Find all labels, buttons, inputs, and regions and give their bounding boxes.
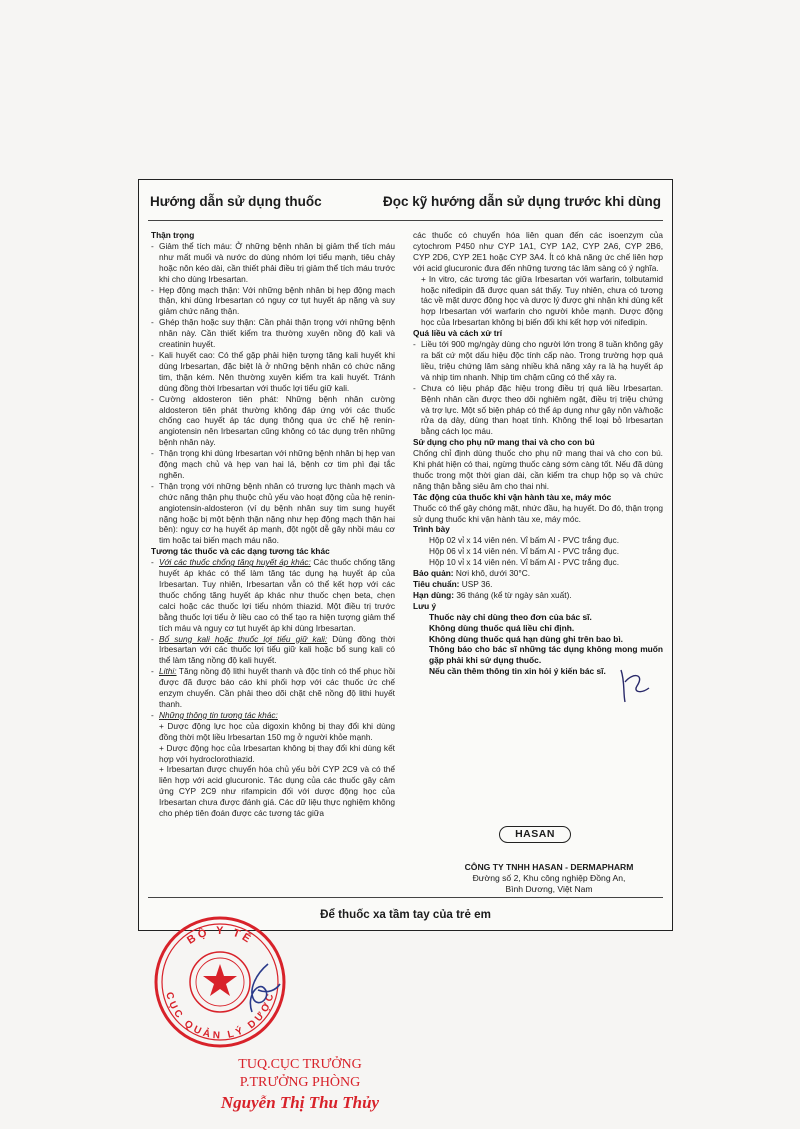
stamp-signature-icon — [238, 960, 284, 1020]
company-block — [429, 862, 669, 894]
header-right-title: Đọc kỹ hướng dẫn sử dụng trước khi dùng — [382, 194, 661, 209]
left-text-column — [151, 230, 395, 819]
paragraph: Thuốc có thể gây chóng mặt, nhức đầu, hạ huyết. Do đó, thận trọng sử dụng thuốc khi vận hành tàu xe, máy móc. — [413, 502, 663, 524]
key-value-line — [413, 590, 663, 601]
note-line: Không dùng thuốc quá liều chỉ định. — [429, 622, 575, 633]
key-value-line — [413, 579, 663, 590]
svg-text:BỘ Y TẾ — [185, 925, 255, 947]
bullet-item-lead: Lithi: — [159, 666, 177, 677]
bullet-item-text: Tăng nồng độ lithi huyết thanh và độc tính có thể phục hồi được đã được báo cáo khi phối hợp với các thuốc ức chế enzym chuyển. Cần phải theo dõi chặt chẽ nồng độ lithi huyết thanh. — [159, 666, 395, 709]
leaflet-sheet — [138, 179, 673, 931]
presentation-item: Hộp 06 vỉ x 14 viên nén. Vỉ bấm Al - PVC trắng đục. — [429, 546, 620, 557]
section-heading: Trình bày — [413, 524, 450, 535]
section-heading: Lưu ý — [413, 600, 437, 611]
bullet-item-text: Dùng đồng thời Irbesartan với các thuốc lợi tiểu giữ kali hoặc bổ sung kali có thể làm tăng nồng độ kali huyết. — [159, 633, 395, 666]
bullet-item — [151, 666, 395, 710]
bullet-item-lead: Bổ sung kali hoặc thuốc lợi tiểu giữ kali: — [159, 633, 328, 644]
header-left-title: Hướng dẫn sử dụng thuốc — [150, 194, 322, 209]
sub-item: + In vitro, các tương tác giữa Irbesartan với warfarin, tolbutamid hoặc nifedipin đã được quan sát thấy. Tuy nhiên, chưa có tương tác về mặt dược động học và dược lý được ghi nhận khi dùng kết hợp Irbesartan với warfarin cho người khỏe mạnh. Dược động học của Irbesartan không bị biến đổi khi kết hợp với nifedipin. — [421, 273, 663, 328]
hasan-logo: HASAN — [499, 826, 571, 843]
leaflet-header — [148, 194, 663, 218]
section-heading: Sử dụng cho phụ nữ mang thai và cho con bú — [413, 437, 595, 448]
note-line: Nếu cần thêm thông tin xin hỏi ý kiến bác sĩ. — [429, 666, 606, 677]
footer-divider — [148, 897, 663, 898]
section-heading: Tương tác thuốc và các dạng tương tác khác — [151, 546, 330, 557]
note-line: Thông báo cho bác sĩ những tác dụng không mong muốn gặp phải khi sử dụng thuốc. — [429, 644, 663, 666]
bullet-item: - Ghép thận hoặc suy thận: Cần phải thận trọng với những bệnh nhân này. Cần thiết kiểm tra thường xuyên nồng độ kali và creatinin huyết. — [151, 317, 395, 350]
section-heading: Quá liều và cách xử trí — [413, 328, 503, 339]
bullet-item-text: Các thuốc chống tăng huyết áp khác có thể làm tăng tác dụng hạ huyết áp của Irbesartan. Tuy nhiên, Irbesartan vẫn có thể kết hợp với các thuốc chống tăng huyết áp khác như thuốc chẹn beta, chẹn calci hoặc các thuốc lợi tiểu nhóm thiazid. Một điều trị trước bằng thuốc lợi tiểu ở liều cao có thể tạo ra hiện tượng giảm thể tích máu và nguy cơ tụt huyết áp khi dùng Irbesartan. — [159, 557, 395, 633]
bullet-item: - Giảm thể tích máu: Ở những bệnh nhân bị giảm thể tích máu như mất muối và nước do dùng nhóm lợi tiểu mạnh, tiêu chảy hoặc nôn kéo dài, cần thiết phải điều trị giảm thể tích máu trước khi cho dùng Irbesartan. — [151, 241, 395, 285]
footer-warning: Để thuốc xa tầm tay của trẻ em — [320, 908, 491, 921]
note-line: Không dùng thuốc quá hạn dùng ghi trên bao bì. — [429, 633, 623, 644]
sub-item: + Irbesartan được chuyển hóa chủ yếu bởi CYP 2C9 và có thể liên hợp với acid glucuronic. Tác dụng của các thuốc gây cảm ứng CYP 2C9 như rifampicin đối với dược động học của Irbesartan chưa được đánh giá. Các dữ liệu thực nghiệm không cho phép tiên đoán được các tương tác giữa — [159, 764, 395, 819]
bullet-item-lead: Với các thuốc chống tăng huyết áp khác: — [159, 557, 311, 568]
bullet-item — [151, 710, 395, 721]
approval-signer-name: Nguyễn Thị Thu Thủy — [220, 1093, 380, 1112]
approval-block — [220, 1056, 380, 1112]
stamp-bottom-text: CỤC QUẢN LÝ DƯỢC — [163, 991, 277, 1042]
signature-icon — [615, 662, 655, 710]
section-heading: Thận trọng — [151, 230, 195, 240]
bullet-item: - Hẹp động mạch thận: Với những bệnh nhân bị hẹp động mạch thận, khi dùng Irbesartan có nguy cơ tụt huyết áp nặng và suy giảm chức năng thận. — [151, 285, 395, 318]
bullet-item: - Thận trọng với những bệnh nhân có trương lực thành mạch và chức năng thận phụ thuộc chủ yếu vào hoạt động của hệ renin-angiotensin-aldosteron (ví dụ bệnh nhân suy tim sung huyết nặng hoặc bị một bệnh thận nặng như hẹp động mạch thận hai bên): nguy cơ hạ huyết áp mạnh, đột ngột dễ gây nhồi máu cơ tim hoặc tai biến mạch máu não. — [151, 481, 395, 546]
bullet-item-lead: Những thông tin tương tác khác: — [159, 709, 278, 720]
bullet-item: - Chưa có liệu pháp đặc hiệu trong điều trị quá liều Irbesartan. Bệnh nhân cần được theo dõi nghiêm ngặt, điều trị triệu chứng và trợ lực. Một số biện pháp có thể áp dụng như gây nôn và/hoặc rửa dạ dày, dùng than hoạt tính. Không thể loại bỏ Irbesartan bằng cách lọc máu. — [413, 383, 663, 438]
kv-value: USP 36. — [459, 579, 493, 589]
bullet-item: - Cường aldosteron tiên phát: Những bệnh nhân cường aldosteron tiên phát thường không đáp ứng với các thuốc chống cao huyết áp tác dụng thông qua ức chế hệ renin-angiotensin nên Irbesartan cũng không có tác dụng trên những bệnh nhân này. — [151, 394, 395, 449]
company-name: CÔNG TY TNHH HASAN - DERMAPHARM — [464, 862, 634, 872]
kv-key: Tiêu chuẩn: — [413, 579, 460, 589]
presentation-item: Hộp 02 vỉ x 14 viên nén. Vỉ bấm Al - PVC trắng đục. — [429, 535, 620, 546]
right-text-column — [413, 230, 663, 677]
company-address-line2: Bình Dương, Việt Nam — [505, 883, 593, 894]
kv-key: Hạn dùng: — [413, 589, 455, 600]
bullet-item: - Kali huyết cao: Có thể gặp phải hiện tượng tăng kali huyết khi dùng Irbesartan, đặc biệt là ở những bệnh nhân có chức năng tim, thận kém. Nên thường xuyên kiểm tra kali huyết. Tránh dùng đồng thời Irbesartan với thuốc lợi tiểu giữ kali. — [151, 350, 395, 394]
paragraph: Chống chỉ định dùng thuốc cho phụ nữ mang thai và cho con bú. Khi phát hiện có thai, ngừng thuốc càng sớm càng tốt. Nếu đã dùng thuốc trong một thời gian dài, cần kiểm tra chụp hộp sọ và chức năng thận bằng siêu âm cho thai nhi. — [413, 448, 663, 491]
bullet-item — [151, 634, 395, 667]
paragraph: các thuốc có chuyển hóa liên quan đến các isoenzym của cytochrom P450 như CYP 1A1, CYP 1A2, CYP 2A6, CYP 2B6, CYP 2D6, CYP 2E1 hoặc CYP 3A4. Ít có khả năng ức chế liên hợp với acid glucuronic đưa đến những tương tác lâm sàng có ý nghĩa. — [413, 230, 663, 273]
bullet-item — [151, 557, 395, 633]
stamp-top-text: BỘ Y TẾ — [185, 924, 255, 947]
sub-item: + Dược động lực học của digoxin không bị thay đổi khi dùng đồng thời một liều Irbesartan 150 mg ở người khỏe mạnh. — [159, 720, 395, 742]
bullet-item: - Liều tới 900 mg/ngày dùng cho người lớn trong 8 tuần không gây ra bất cứ một dấu hiệu độc tính cấp nào. Trong trường hợp quá liều, triệu chứng lâm sàng nhiều khả năng xảy ra là hạ huyết áp và nhịp tim nhanh. Nhịp tim chậm cũng có thể xảy ra. — [413, 339, 663, 383]
approval-line1: TUQ.CỤC TRƯỞNG — [238, 1057, 362, 1072]
kv-key: Bảo quản: — [413, 568, 454, 579]
presentation-item: Hộp 10 vỉ x 14 viên nén. Vỉ bấm Al - PVC trắng đục. — [429, 557, 620, 568]
header-divider — [148, 220, 663, 221]
sub-item: + Dược động học của Irbesartan không bị thay đổi khi dùng kết hợp với hydroclorothiazid. — [159, 742, 395, 764]
section-heading: Tác động của thuốc khi vận hành tàu xe, máy móc — [413, 491, 612, 502]
company-address-line1: Đường số 2, Khu công nghiệp Đồng An, — [472, 872, 626, 883]
note-line: Thuốc này chỉ dùng theo đơn của bác sĩ. — [429, 611, 592, 622]
key-value-line — [413, 568, 663, 579]
bullet-item: - Thận trọng khi dùng Irbesartan với những bệnh nhân bị hẹp van động mạch chủ và hẹp van hai lá, bệnh cơ tim phì đại tắc nghẽn. — [151, 448, 395, 481]
kv-value: Nơi khô, dưới 30°C. — [453, 568, 531, 579]
approval-line2: P.TRƯỞNG PHÒNG — [239, 1075, 361, 1090]
kv-value: 36 tháng (kể từ ngày sản xuất). — [454, 589, 572, 600]
